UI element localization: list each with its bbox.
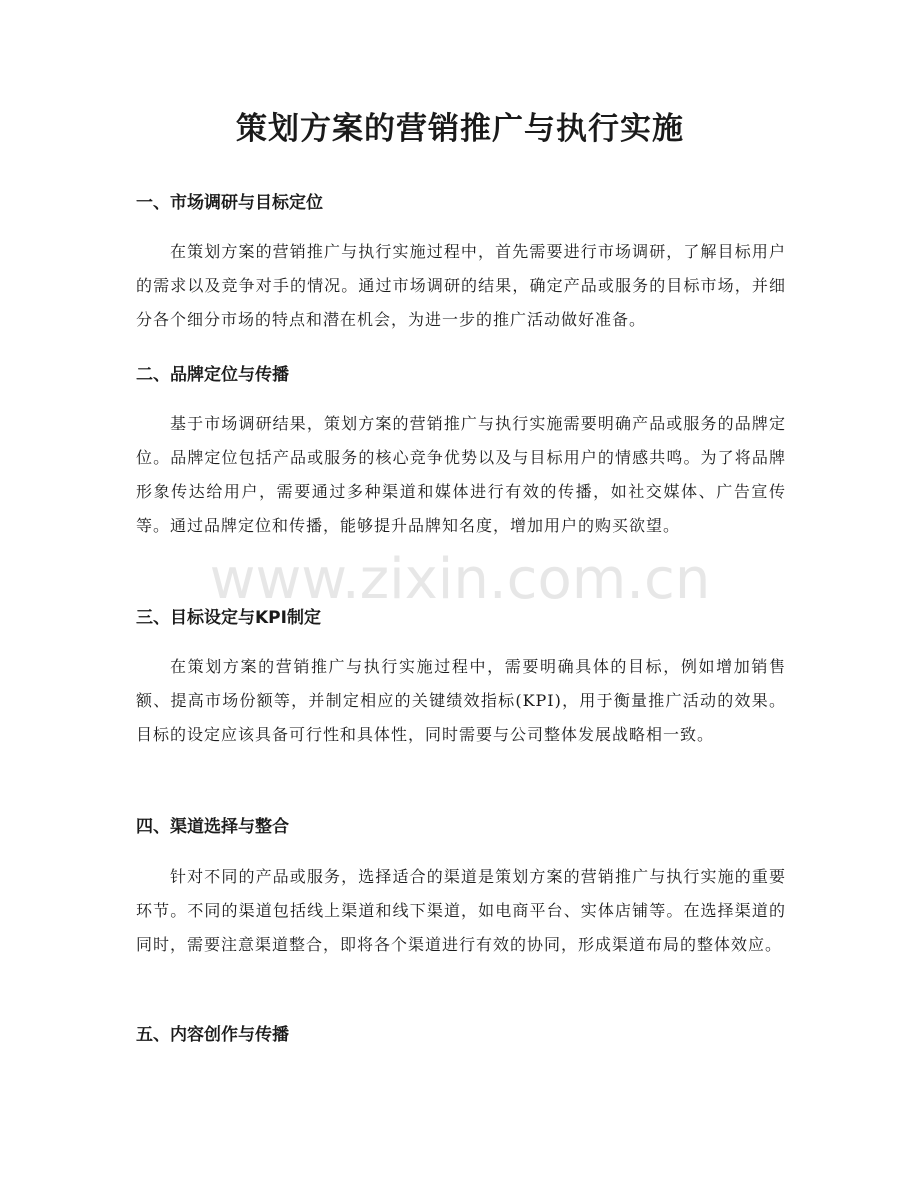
section-heading-4: 四、渠道选择与整合 — [136, 817, 289, 837]
watermark: www.zixin.com.cn — [209, 547, 711, 612]
section-body-4: 针对不同的产品或服务，选择适合的渠道是策划方案的营销推广与执行实施的重要环节。不同的渠道包括线上渠道和线下渠道，如电商平台、实体店铺等。在选择渠道的同时，需要注意渠道整合，即将各个渠道进行有效的协同，形成渠道布局的整体效应。 — [136, 867, 786, 954]
document-title: 策划方案的营销推广与执行实施 — [236, 111, 684, 147]
section-heading-1: 一、市场调研与目标定位 — [136, 193, 323, 213]
section-heading-5: 五、内容创作与传播 — [136, 1025, 289, 1045]
section-body-3: 在策划方案的营销推广与执行实施过程中，需要明确具体的目标，例如增加销售额、提高市场份额等，并制定相应的关键绩效指标(KPI)，用于衡量推广活动的效果。目标的设定应该具备可行性和具体性，同时需要与公司整体发展战略相一致。 — [136, 657, 786, 744]
section-heading-2: 二、品牌定位与传播 — [136, 365, 289, 385]
section-body-2: 基于市场调研结果，策划方案的营销推广与执行实施需要明确产品或服务的品牌定位。品牌定位包括产品或服务的核心竞争优势以及与目标用户的情感共鸣。为了将品牌形象传达给用户，需要通过多种渠道和媒体进行有效的传播，如社交媒体、广告宣传等。通过品牌定位和传播，能够提升品牌知名度，增加用户的购买欲望。 — [136, 414, 786, 535]
section-heading-3: 三、目标设定与KPI制定 — [136, 608, 321, 628]
section-body-1: 在策划方案的营销推广与执行实施过程中，首先需要进行市场调研，了解目标用户的需求以及竞争对手的情况。通过市场调研的结果，确定产品或服务的目标市场，并细分各个细分市场的特点和潜在机会，为进一步的推广活动做好准备。 — [136, 242, 786, 329]
